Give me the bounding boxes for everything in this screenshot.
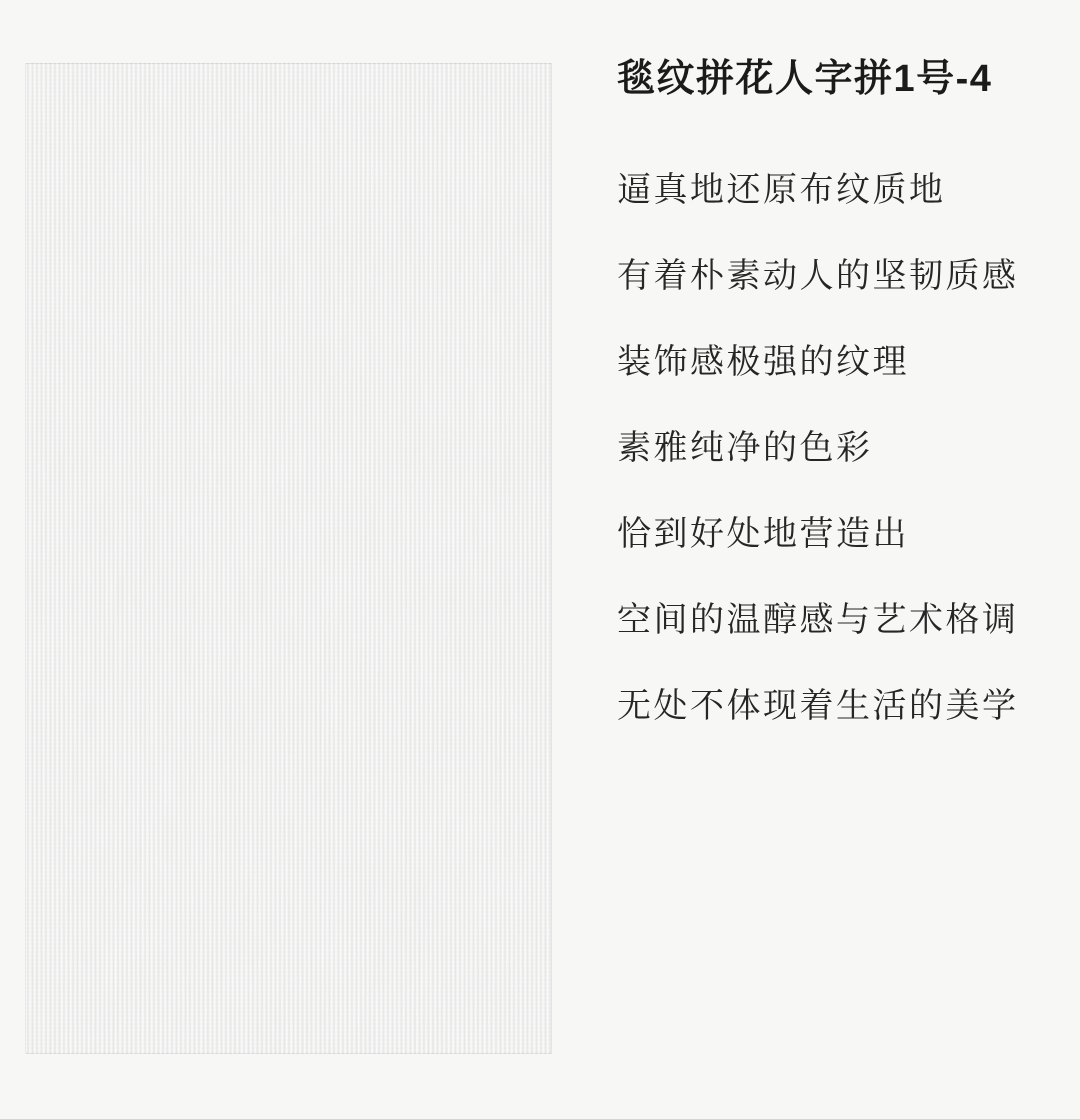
description-line: 逼真地还原布纹质地 (617, 171, 946, 209)
description-line: 素雅纯净的色彩 (617, 429, 873, 467)
fabric-texture-swatch (25, 63, 552, 1054)
description-line: 无处不体现着生活的美学 (617, 687, 1019, 725)
product-title: 毯纹拼花人字拼1号-4 (617, 58, 993, 100)
description-line: 空间的温醇感与艺术格调 (617, 601, 1019, 639)
fabric-texture-image (25, 63, 552, 1054)
description-line: 有着朴素动人的坚韧质感 (617, 257, 1019, 295)
description-line: 装饰感极强的纹理 (617, 343, 909, 381)
product-description-list (617, 147, 1067, 749)
description-line: 恰到好处地营造出 (617, 515, 909, 553)
